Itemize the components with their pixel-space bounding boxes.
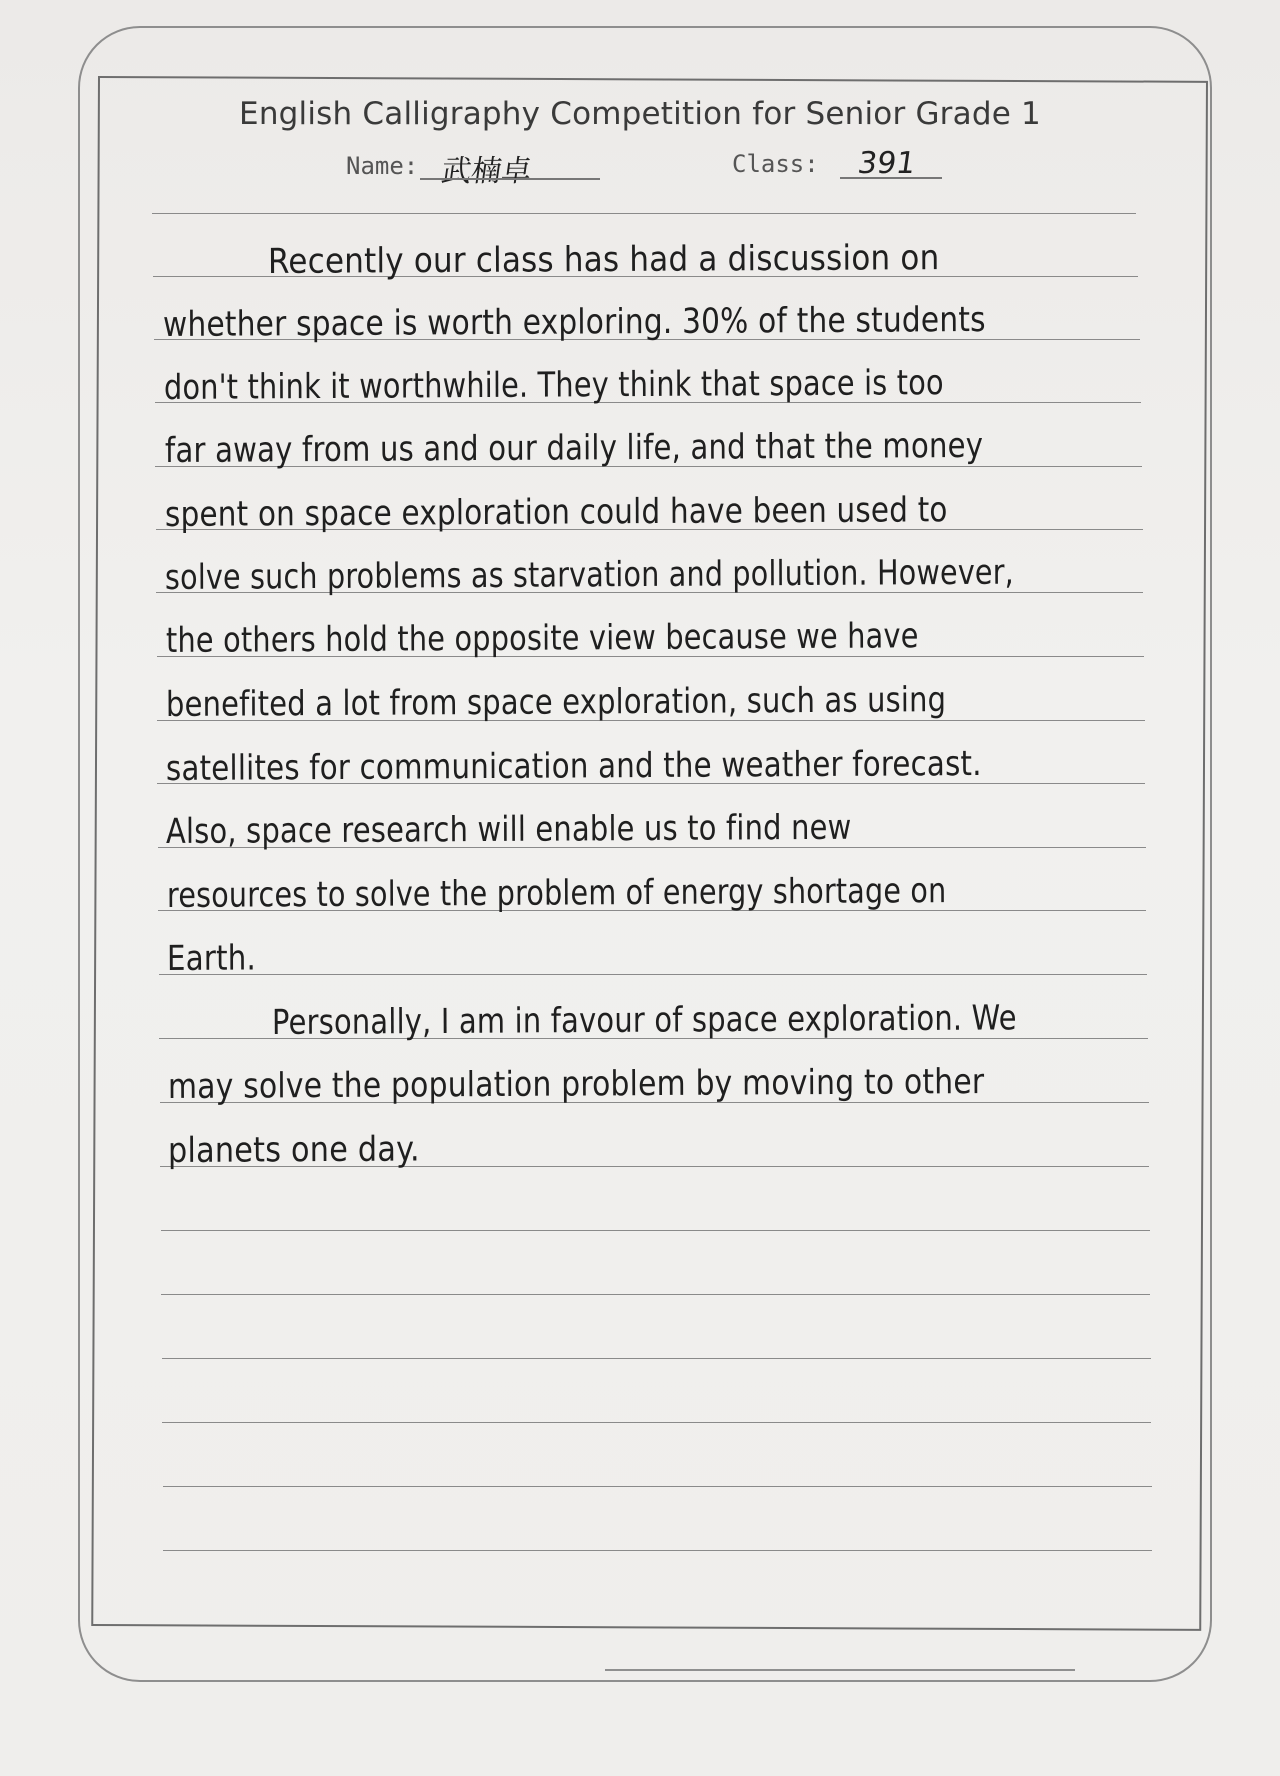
essay-line: may solve the population problem by moving to other <box>167 1062 985 1107</box>
ruled-line <box>161 1294 1150 1295</box>
ruled-line <box>159 974 1147 975</box>
ruled-line <box>152 213 1136 214</box>
competition-title: English Calligraphy Competition for Senior Grade 1 <box>239 96 1041 132</box>
essay-line: planets one day. <box>167 1129 420 1171</box>
name-label: Name: <box>346 152 419 180</box>
essay-line: don't think it worthwhile. They think that space is too <box>163 363 944 408</box>
essay-line: benefited a lot from space exploration, such as using <box>165 680 947 725</box>
essay-line: resources to solve the problem of energy shortage on <box>166 871 947 916</box>
essay-line: Also, space research will enable us to find new <box>165 807 852 852</box>
name-underline <box>420 178 600 180</box>
bottom-accent-line <box>605 1669 1075 1671</box>
class-underline <box>840 177 942 179</box>
essay-line: far away from us and our daily life, and that the money <box>164 425 984 471</box>
ruled-line <box>162 1358 1151 1359</box>
essay-line: whether space is worth exploring. 30% of the students <box>162 299 986 345</box>
essay-line: Earth. <box>166 938 257 979</box>
ruled-line <box>162 1422 1151 1423</box>
ruled-line <box>161 1230 1150 1231</box>
essay-line: Personally, I am in favour of space exploration. We <box>271 998 1017 1043</box>
name-value: 武楠卓 <box>439 154 534 189</box>
ruled-line <box>163 1486 1152 1487</box>
class-value: 391 <box>855 146 918 181</box>
essay-line: satellites for communication and the weather forecast. <box>165 743 982 789</box>
essay-line: spent on space exploration could have been used to <box>164 490 948 535</box>
essay-line: the others hold the opposite view because we have <box>165 616 919 661</box>
essay-line: Recently our class has had a discussion on <box>267 238 940 282</box>
essay-line: solve such problems as starvation and pollution. However, <box>164 552 1014 598</box>
ruled-line <box>163 1550 1152 1551</box>
class-label: Class: <box>732 150 819 178</box>
